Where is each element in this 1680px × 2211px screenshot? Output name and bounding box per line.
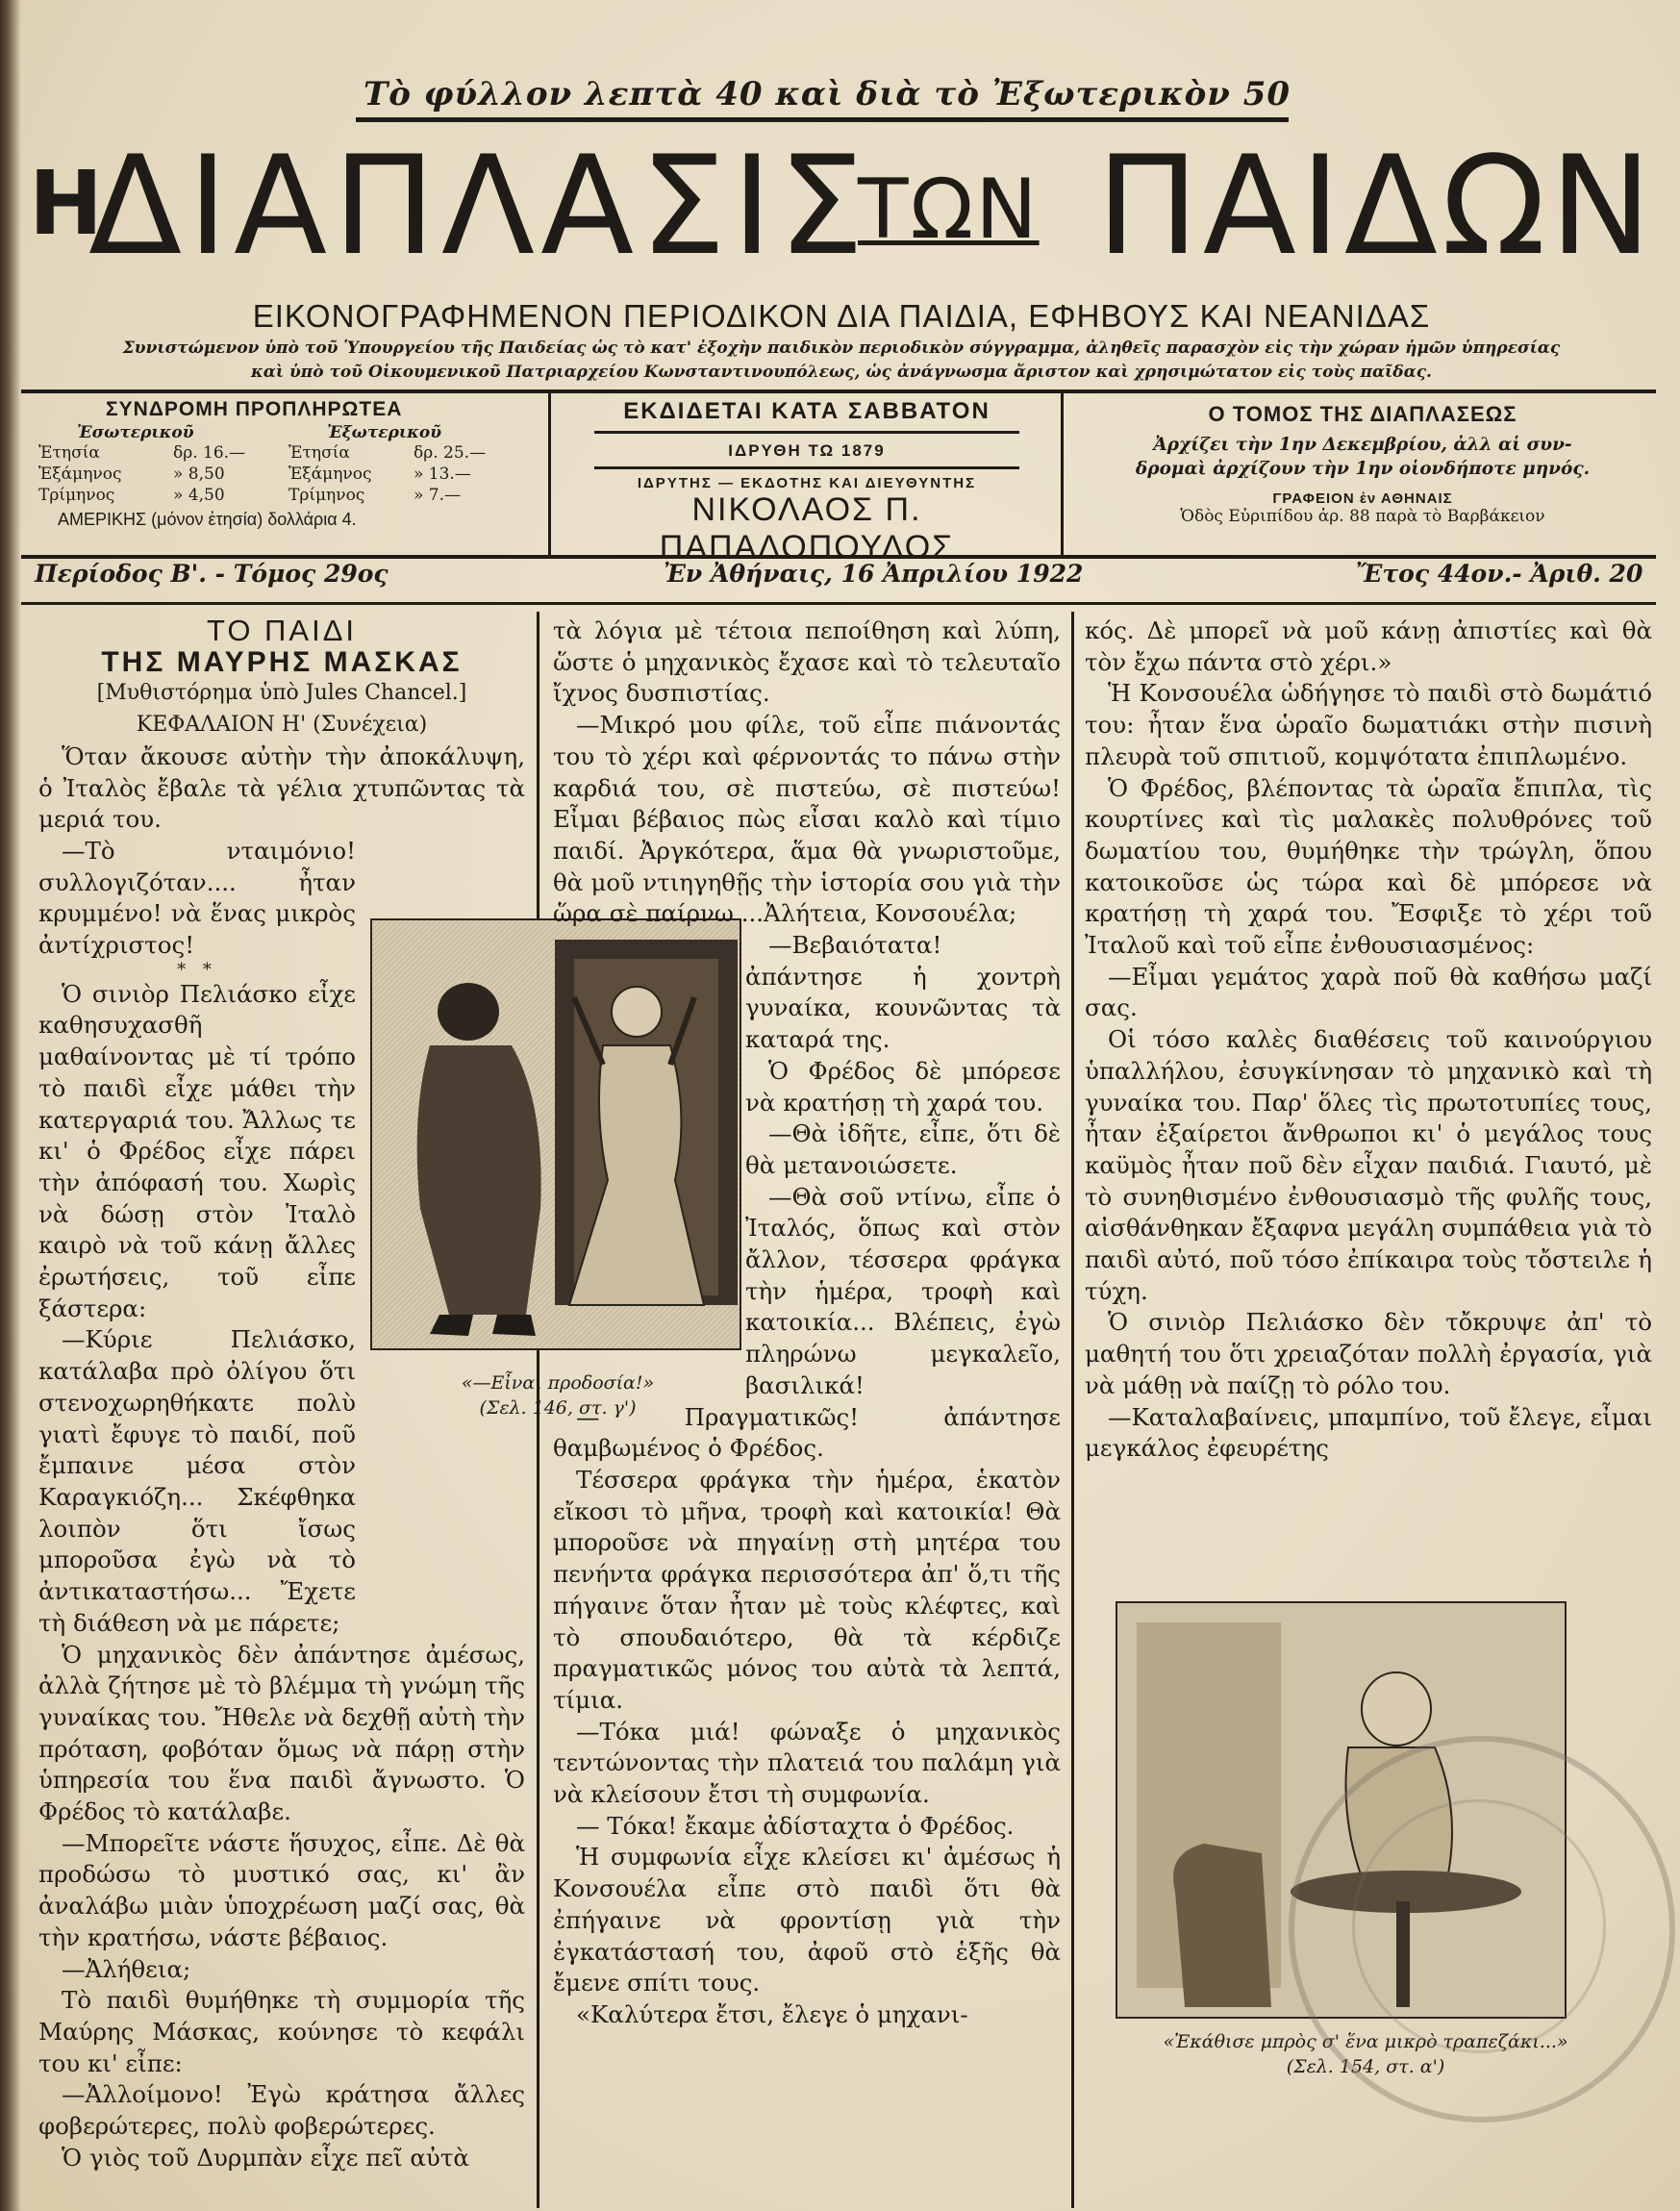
subscription-title: ΣΥΝΔΡΟΜΗ ΠΡΟΠΛΗΡΩΤΕΑ: [106, 398, 403, 420]
interior-row: Τρίμηνος » 4,50: [38, 486, 225, 505]
paragraph: —Εἶμαι γεμάτος χαρὰ ποῦ θὰ καθήσω μαζί σας.: [1085, 962, 1652, 1022]
paragraph: Ἡ Κονσουέλα ὡδήγησε τὸ παιδὶ στὸ δωμάτιό του: ἦταν ἕνα ὡραῖο δωματιάκι στὴν πισινὴ πλευρὰ τοῦ σπιτιοῦ, κομψότατα ἐπιπλωμένο.: [1085, 679, 1652, 770]
interior-row: Ἐτησία δρ. 16.—: [38, 443, 246, 463]
paragraph: Ἡ συμφωνία εἶχε κλείσει κι' ἀμέσως ἡ Κονσουέλα εἶπε στὸ παιδὶ ὅτι θὰ ἐπήγαινε νὰ φροντίσῃ γιὰ τὴν ἐγκατάστασή του, ἀφοῦ στὸ ἑξῆς θὰ ἔμενε σπίτι τους.: [553, 1843, 1061, 1997]
paragraph: Τὸ παιδὶ θυμήθηκε τὴ συμμορία τῆς Μαύρης Μάσκας, κούνησε τὸ κεφάλι του κι' εἶπε:: [38, 1986, 525, 2077]
paragraph: Ὁ Φρέδος δὲ μπόρεσε νὰ κρατήσῃ τὴ χαρά του.: [745, 1056, 1061, 1117]
caption-line: «—Εἶναι προδοσία!»: [461, 1372, 655, 1394]
library-stamp: [1289, 1736, 1675, 2123]
subscription-box: [38, 398, 543, 530]
masthead: [29, 127, 1656, 286]
endorsement: [29, 337, 1654, 385]
issue-date: Ἐν Ἀθήναις, 16 Ἀπριλίου 1922: [664, 560, 1084, 588]
paragraph: Ὁ σινιὸρ Πελιάσκο εἶχε καθησυχασθῆ μαθαίνοντας μὲ τί τρόπο τὸ παιδὶ εἶχε μάθει τὴν κατεργαριά του. Ἄλλως τε κι' ὁ Φρέδος εἶχε πάρει τὴν ἀπόφασή του. Χωρὶς νὰ δώσῃ στὸν Ἰταλὸ καιρὸ νὰ τοῦ κάνῃ ἄλλες ἐρωτήσεις, τοῦ εἶπε ξάστερα:: [38, 979, 356, 1322]
issue-period: Περίοδος Β'. - Τόμος 29ος: [35, 560, 389, 588]
paragraph: —Μικρό μου φίλε, τοῦ εἶπε πιάνοντάς του τὸ χέρι καὶ φέρνοντάς το πάνω στὴν καρδιά του, σὲ πιστεύω, σὲ πιστεύω! Εἶμαι βέβαιος πὼς εἶσαι καλὸ καὶ τίμιο παιδί. Ἀργκότερα, ἅμα θὰ γνωριστοῦμε, θὰ μοῦ ντιηγηθῇς τὴν ἱστορία σου γιὰ τὴν ὥρα σὲ παίρνω ...Ἀλήτεια, Κονσουέλα;: [553, 711, 1061, 928]
column-2: [553, 616, 1061, 2031]
paragraph: τὰ λόγια μὲ τέτοια πεποίθηση καὶ λύπη, ὥστε ὁ μηχανικὸς ἔχασε καὶ τὸ τελευταῖο ἴχνος δυσπιστίας.: [553, 616, 1061, 708]
binding-edge: [0, 0, 21, 2211]
section-stars: * *: [177, 959, 217, 980]
exterior-row: Ἑξάμηνος » 13.—: [288, 465, 471, 484]
caption-line: «Ἐκάθισε μπρὸς σ' ἕνα μικρὸ τραπεζάκι...»: [1163, 2031, 1568, 2052]
exterior-row: Τρίμηνος » 7.—: [288, 486, 462, 505]
story-byline: [Μυθιστόρημα ὑπὸ Jules Chancel.]: [96, 681, 467, 706]
america-price: ΑΜΕΡΙΚΗΣ (μόνον ἐτησία) δολλάρια 4.: [58, 510, 357, 529]
info-divider-2: [1061, 393, 1064, 555]
volume-box: [1069, 402, 1656, 526]
paragraph: —Βεβαιότατα! ἀπάντησε ἡ χοντρὴ γυναίκα, κουνῶντας τὰ καταρά της.: [745, 931, 1061, 1054]
interior-row: Ἑξάμηνος » 8,50: [38, 465, 225, 484]
issue-year: Ἔτος 44ον.- Ἀριθ. 20: [1356, 560, 1643, 588]
paragraph: Ὁ σινιὸρ Πελιάσκο δὲν τὄκρυψε ἀπ' τὸ μαθητή του ὅτι χρειαζόταν πολλὴ ἐργασία, γιὰ νὰ μάθῃ νὰ παίζῃ τὸ ρόλο του.: [1085, 1308, 1652, 1399]
paragraph: Οἱ τόσο καλὲς διαθέσεις τοῦ καινούργιου ὑπαλλήλου, ἐσυγκίνησαν τὸ μηχανικὸ καὶ τὴ γυναίκα του. Παρ' ὅλες τὶς πρωτοτυπίες τους, ἦταν ἐξαίρετοι ἄνθρωποι κι' ὁ μεγάλος τους καϋμὸς ἦταν ποῦ δὲν εἶχαν παιδιά. Γιαυτό, μὲ τὸ συνηθισμένο ἐνθουσιασμὸ τῆς φυλῆς τους, αἰσθάνθηκαν ἔξαφνα μεγάλη συμπάθεια γιὰ τὸ παιδὶ αὐτό, ποῦ τόσο ἐπίκαιρα τοὺς τὄστειλε ἡ τύχη.: [1085, 1025, 1652, 1305]
paragraph: Ὅταν ἄκουσε αὐτὴν τὴν ἀποκάλυψη, ὁ Ἰταλὸς ἔβαλε τὰ γέλια χτυπῶντας τὰ μεριά του.: [38, 741, 525, 834]
volume-line-2: δρομαὶ ἀρχίζουν τὴν 1ην οἱονδήποτε μηνός.: [1135, 459, 1591, 479]
exterior-row: Ἐτησία δρ. 25.—: [288, 443, 487, 463]
man-head: [438, 983, 499, 1041]
paragraph: —Θὰ σοῦ ντίνω, εἶπε ὁ Ἰταλός, ὅπως καὶ στὸν ἄλλον, τέσσερα φράγκα τὴν ἡμέρα, τροφὴ καὶ κατοικία... Βλέπεις, ἐγὼ πληρώνω μεγκαλεῖο, βασιλικά!: [745, 1182, 1061, 1399]
paragraph: —Κύριε Πελιάσκο, κατάλαβα πρὸ ὀλίγου ὅτι στενοχωρηθήκατε πολὺ γιατὶ ἔφυγε τὸ παιδί, ποῦ ἔμπαινε μέσα στὸν Καραγκιόζη... Σκέφθηκα λοιπὸν ὅτι ἴσως μποροῦσα ἐγὼ νὰ τὸ ἀντικαταστήσω... Ἔχετε τὴ διάθεση νὰ με πάρετε;: [38, 1325, 356, 1637]
paragraph: —Ἀλήθεια;: [62, 1954, 191, 1983]
subscription-interior: [38, 423, 288, 506]
paragraph: Τέσσερα φράγκα τὴν ἡμέρα, ἑκατὸν εἴκοσι τὸ μῆνα, τροφὴ καὶ κατοικία! Θὰ μποροῦσε νὰ πηγαίνῃ στὴ μητέρα του πενήντα φράγκα περισσότερα ἀπ' ὅ,τι τῆς πήγαινε ὅταν ἦταν μὲ τοὺς κλέφτες, καὶ τὸ σπουδαιότερο, θὰ τὰ κέρδιζε πραγματικῶς μόνος του αὐτὰ τὰ λεπτά, τίμια.: [553, 1465, 1061, 1714]
info-band-top-rule: [21, 389, 1656, 393]
publisher-rule: [594, 431, 1019, 434]
endorsement-line-1: Συνιστώμενον ὑπὸ τοῦ Ὑπουργείου τῆς Παιδείας ὡς τὸ κατ' ἐξοχὴν παιδικὸν περιοδικὸν σύγγραμμα, ἀληθεῖς παρασχὸν εἰς τὴν χώραν ἡμῶν ὑπηρεσίας: [122, 339, 1561, 358]
office-address: Ὁδὸς Εὐριπίδου ἀρ. 88 παρὰ τὸ Βαρβάκειον: [1180, 507, 1545, 526]
paragraph: Ὁ γιὸς τοῦ Δυρμπὰν εἶχε πεῖ αὐτὰ: [62, 2143, 469, 2172]
interior-label: Ἐσωτερικοῦ: [77, 423, 194, 442]
chair: [1173, 1844, 1271, 2007]
office-label: ΓΡΑΦΕΙΟΝ ἐν ΑΘΗΝΑΙΣ: [1272, 490, 1453, 507]
boy-head: [1362, 1672, 1431, 1746]
paragraph: —Καταλαβαίνεις, μπαμπίνο, τοῦ ἔλεγε, εἶμαι μεγκάλος ἐφευρέτης: [1085, 1402, 1652, 1463]
publisher-box: [556, 398, 1058, 566]
masthead-title: ΔΙΑΠΛΑΣΙΣ: [88, 127, 870, 286]
volume-line-1: Ἀρχίζει τὴν 1ην Δεκεμβρίου, ἀλλ αἱ συν-: [1153, 435, 1572, 455]
paragraph: —Τόκα μιά! φώναξε ὁ μηχανικὸς τεντώνοντας τὴν πλατειά του παλάμη γιὰ νὰ κλείσουν ἔτσι τὴ συμφωνία.: [553, 1717, 1061, 1809]
info-divider-1: [548, 393, 551, 555]
founder-name: ΝΙΚΟΛΑΟΣ Π. ΠΑΠΑΔΟΠΟΥΛΟΣ: [659, 491, 955, 565]
subtitle: ΕΙΚΟΝΟΓΡΑΦΗΜΕΝΟΝ ΠΕΡΙΟΔΙΚΟΝ ΔΙΑ ΠΑΙΔΙΑ, ΕΦΗΒΟΥΣ ΚΑΙ ΝΕΑΝΙΔΑΣ: [252, 298, 1431, 334]
exterior-label: Ἐξωτερικοῦ: [327, 423, 442, 442]
library-stamp-inner: [1352, 1799, 1606, 2053]
paragraph: —Θὰ ἰδῆτε, εἶπε, ὅτι δὲ θὰ μετανοιώσετε.: [745, 1119, 1061, 1179]
subscription-exterior: [288, 423, 529, 506]
founded-year: ΙΔΡΥΘΗ ΤΩ 1879: [728, 441, 886, 460]
masthead-article: Η: [29, 152, 103, 255]
paragraph: «Καλύτερα ἔτσι, ἔλεγε ὁ μηχανι-: [576, 1999, 968, 2028]
publisher-rule: [594, 466, 1019, 469]
volume-title: Ο ΤΟΜΟΣ ΤΗΣ ΔΙΑΠΛΑΣΕΩΣ: [1208, 402, 1517, 426]
price-rule: [356, 117, 1289, 122]
paragraph: —Μπορεῖτε νάστε ἥσυχος, εἶπε. Δὲ θὰ προδώσω τὸ μυστικό σας, κι' ἂν ἀναλάβω μιὰν ὑποχρέωση μαζί σας, θὰ τὴν κρατήσω, νάστε βέβαιος.: [38, 1828, 525, 1951]
paragraph: —Ἀλλοίμονο! Ἐγὼ κράτησα ἄλλες φοβερώτερες, πολὺ φοβερώτερες.: [38, 2080, 525, 2141]
story-chapter: ΚΕΦΑΛΑΙΟΝ Η' (Συνέχεια): [136, 713, 428, 738]
masthead-ton: ΤΩΝ: [858, 162, 1040, 258]
paragraph: —Τὸ νταιμόνιο! συλλογιζόταν.... ἦταν κρυμμένο! νὰ ἕνας μικρὸς ἀντίχριστος!: [38, 836, 356, 960]
paragraph: — Τόκα! ἔκαμε ἀδίσταχτα ὁ Φρέδος.: [576, 1811, 1015, 1840]
founder-label: ΙΔΡΥΤΗΣ — ΕΚΔΟΤΗΣ ΚΑΙ ΔΙΕΥΘΥΝΤΗΣ: [637, 475, 977, 491]
issue-rule: [21, 602, 1656, 605]
man-feet: [430, 1315, 536, 1336]
caption-line: (Σελ. 146, στ. γ'): [479, 1397, 637, 1419]
caption-line: (Σελ. 154, στ. α'): [1286, 2056, 1445, 2077]
paragraph: — Πραγματικῶς! ἀπάντησε θαμβωμένος ὁ Φρέδος.: [553, 1402, 1061, 1463]
paragraph: Ὁ μηχανικὸς δὲν ἀπάντησε ἀμέσως, ἀλλὰ ζήτησε μὲ τὸ βλέμμα τὴ γνώμη τῆς γυναίκας του. Ἤθελε νὰ δεχθῇ αὐτὴ τὴν πρόταση, φοβόταν ὅμως νὰ πάρῃ στὴν ὑπηρεσία του ἕνα παιδὶ ἄγνωστο. Ὁ Φρέδος τὸ κατάλαβε.: [38, 1640, 525, 1826]
price-line: Τὸ φύλλον λεπτὰ 40 καὶ διὰ τὸ Ἐξωτερικὸν 50: [363, 75, 1291, 113]
man-body: [417, 1045, 541, 1315]
story-title-1: ΤΟ ΠΑΙΔΙ: [206, 614, 358, 647]
column-3: [1085, 616, 1652, 1465]
column-rule-2: [1071, 612, 1074, 2208]
weekly-notice: ΕΚΔΙΔΕΤΑΙ ΚΑΤΑ ΣΑΒΒΑΤΟΝ: [623, 398, 990, 424]
endorsement-line-2: καὶ ὑπὸ τοῦ Οἰκουμενικοῦ Πατριαρχείου Κωνσταντινουπόλεως, ὡς ἀνάγνωσμα ἄριστον καὶ χρησιμώτατον εἰς τοὺς παῖδας.: [251, 363, 1432, 382]
paragraph: Ὁ Φρέδος, βλέποντας τὰ ὡραῖα ἔπιπλα, τὶς κουρτίνες καὶ τὶς μαλακὲς πολυθρόνες τοῦ δωματίου του, θυμήθηκε τὴν τρώγλη, ὅπου κατοικοῦσε ὡς τώρα καὶ δὲ μπόρεσε νὰ κρατήσῃ τὴ χαρά του. Ἔσφιξε τὸ χέρι τοῦ Ἰταλοῦ καὶ τοῦ εἶπε ἐνθουσιασμένος:: [1085, 773, 1652, 960]
story-title-2: ΤΗΣ ΜΑΥΡΗΣ ΜΑΣΚΑΣ: [101, 645, 463, 678]
paragraph: κός. Δὲ μπορεῖ νὰ μοῦ κάνῃ ἀπιστίες καὶ θὰ τὸν ἔχω πάντα στὸ χέρι.»: [1085, 616, 1652, 676]
masthead-paidon: ΠΑΙΔΩΝ: [1096, 127, 1656, 286]
